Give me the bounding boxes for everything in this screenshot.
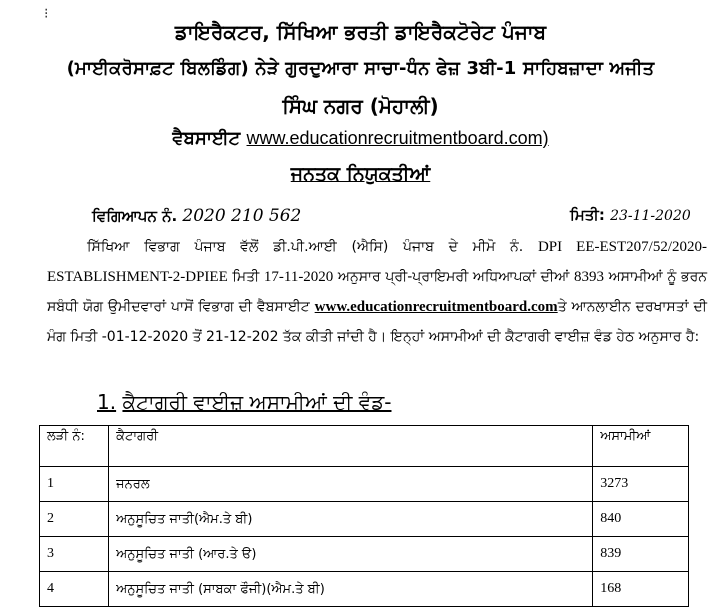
advertisement-number-value: 2020 210 562 [182,206,302,226]
column-header-posts: ਅਸਾਮੀਆਂ [593,426,689,467]
paragraph-text-4: ਅਸਾਮੀਆਂ ਨੂੰ ਭਰਨ ਸਬੰਧੀ ਯੋਗ ਉਮੀਦਵਾਰਾਂ ਪਾਸੋਂ ਵਿਭਾਗ ਦੀ ਵੈਬਸਾਈਟ [47,269,707,315]
paragraph-text-5: ਤੇ ਆਨਲਾਈਨ ਦਰਖਾਸਤਾਂ ਦੀ ਮੰਗ ਮਿਤੀ -01-12-2020 ਤੋਂ 21-12-202 ਤੱਕ ਕੀਤੀ ਜਾਂਦੀ ਹੈ। ਇਨ੍ਹਾਂ ਅਸਾਮੀਆਂ ਦੀ ਕੈਟਾਗਰੀ ਵਾਈਜ਼ ਵੰਡ ਹੇਠ ਅਨੁਸਾਰ ਹੈ: [47,299,707,345]
header-address-line: (ਮਾਈਕਰੋਸਾਫ਼ਟ ਬਿਲਡਿੰਗ) ਨੇੜੇ ਗੁਰਦੁਆਰਾ ਸਾਚਾ-ਧੰਨ ਫੇਜ਼ 3ਬੀ-1 ਸਾਹਿਬਜ਼ਾਦਾ ਅਜੀਤ [66,58,655,79]
paragraph-text-3: ਅਨੁਸਾਰ ਪ੍ਰੀ-ਪ੍ਰਾਇਮਰੀ ਅਧਿਆਪਕਾਂ ਦੀਆਂ [337,269,570,285]
paragraph-website-link[interactable]: www.educationrecruitmentboard.com [314,299,558,315]
cell-posts: 840 [593,502,689,537]
memo-number: DPI EE-EST207/52/2020-ESTABLISHMENT-2-DPIEE [47,239,707,285]
cell-category: ਅਨੁਸੂਚਿਤ ਜਾਤੀ(ਐਮ.ਤੇ ਬੀ) [109,502,593,537]
cell-category: ਜਨਰਲ [109,467,593,502]
notice-title: ਜਨਤਕ ਨਿਯੁਕਤੀਆਂ [290,163,431,185]
section-number: 1. [97,390,117,414]
column-header-serial: ਲੜੀ ਨੰ: [40,426,109,467]
advertisement-date [570,206,691,224]
advertisement-label: ਵਿਗਿਆਪਨ ਨੰ. [92,207,178,225]
website-link[interactable]: www.educationrecruitmentboard.com) [246,128,549,148]
paragraph-text-1: ਸਿੱਖਿਆ ਵਿਭਾਗ ਪੰਜਾਬ ਵੱਲੋਂ ਡੀ.ਪੀ.ਆਈ (ਐਸਿ) ਪੰਜਾਬ ਦੇ ਮੀਮੋ ਨੰ. [87,239,524,255]
cell-category: ਅਨੁਸੂਚਿਤ ਜਾਤੀ (ਆਰ.ਤੇ ੳ) [109,537,593,572]
date-value: 23-11-2020 [610,208,691,224]
website-line [0,128,721,149]
cell-serial: 3 [40,537,109,572]
header-city-line: ਸਿੰਘ ਨਗਰ (ਮੋਹਾਲੀ) [282,94,439,118]
body-paragraph [47,232,707,352]
cell-category: ਅਨੁਸੂਚਿਤ ਜਾਤੀ (ਸਾਬਕਾ ਫੌਜੀ)(ਐਮ.ਤੇ ਬੀ) [109,572,593,607]
category-table [39,425,689,607]
header-office-title: ਡਾਇਰੈਕਟਰ, ਸਿੱਖਿਆ ਭਰਤੀ ਡਾਇਰੈਕਟੋਰੇਟ ਪੰਜਾਬ [174,20,547,44]
paragraph-text-2: ਮਿਤੀ [232,269,260,285]
memo-date: 17-11-2020 [263,269,334,285]
corner-ink-mark: ⁝ [44,6,49,22]
cell-posts: 168 [593,572,689,607]
date-label: ਮਿਤੀ: [570,206,605,224]
section-heading [97,390,391,414]
table-header-row [40,426,689,467]
cell-posts: 839 [593,537,689,572]
cell-serial: 1 [40,467,109,502]
website-label: ਵੈਬਸਾਈਟ [172,128,241,149]
column-header-category: ਕੈਟਾਗਰੀ [109,426,593,467]
cell-posts: 3273 [593,467,689,502]
table-row [40,467,689,502]
section-title: ਕੈਟਾਗਰੀ ਵਾਈਜ਼ ਅਸਾਮੀਆਂ ਦੀ ਵੰਡ- [122,390,392,414]
advertisement-number [92,206,301,226]
table-row [40,537,689,572]
posts-count: 8393 [574,269,604,285]
cell-serial: 4 [40,572,109,607]
table-row [40,572,689,607]
table-row [40,502,689,537]
cell-serial: 2 [40,502,109,537]
